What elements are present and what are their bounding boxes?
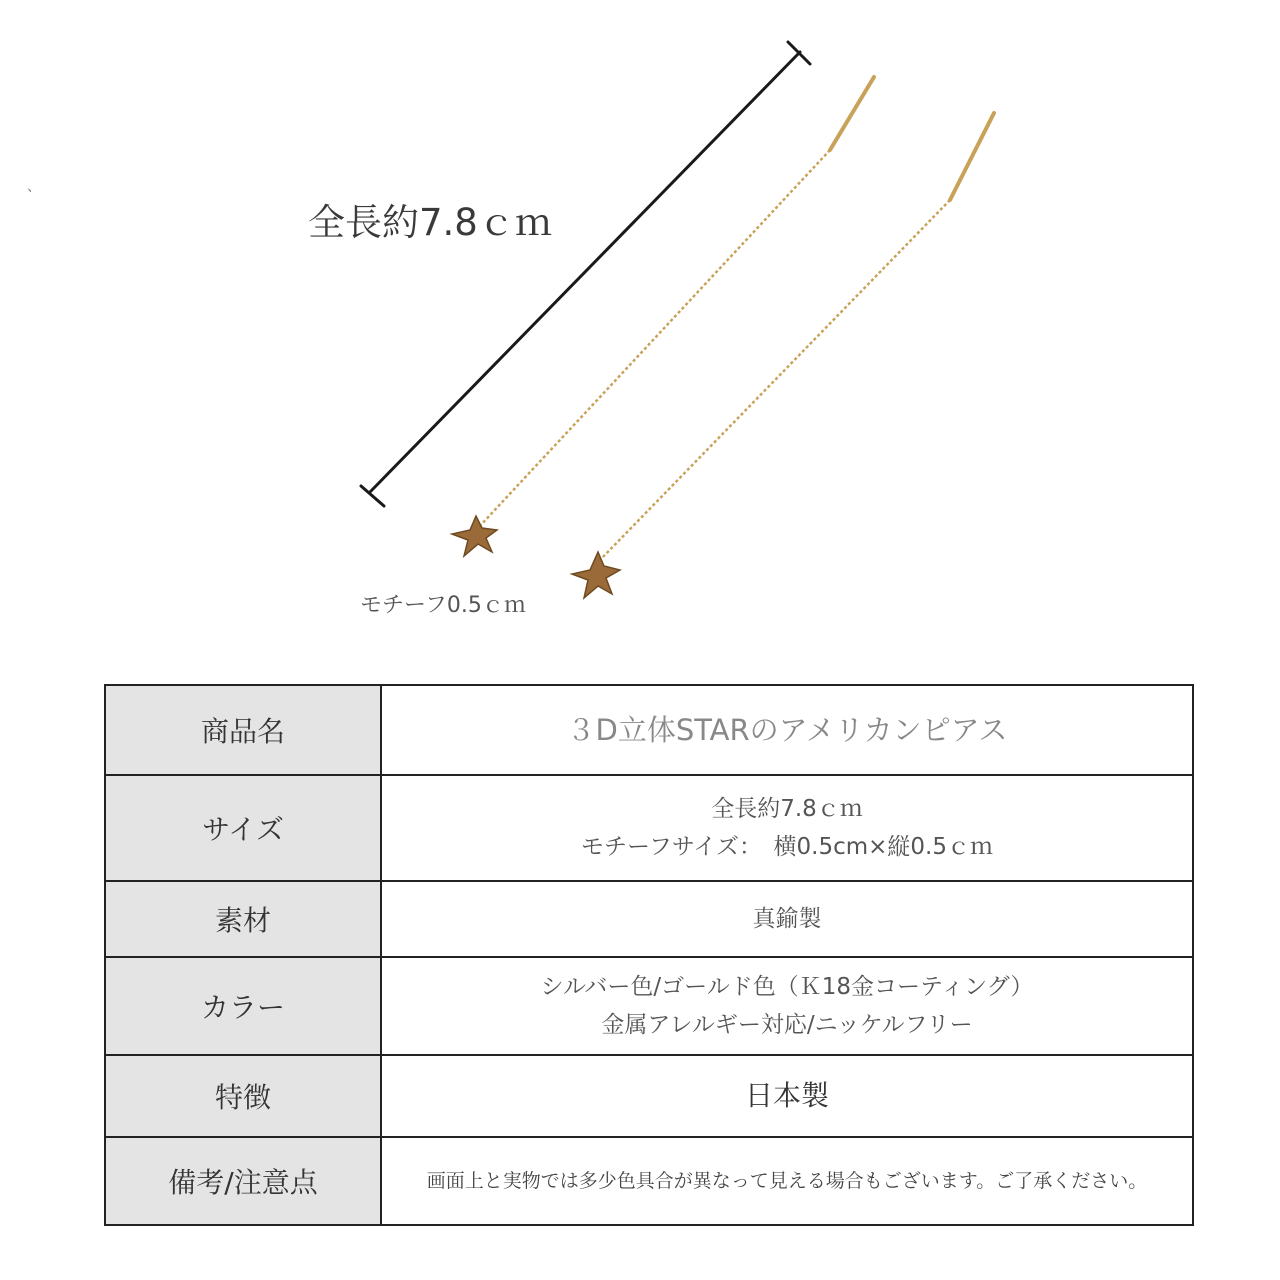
value-line: 全長約7.8ｃｍ	[711, 796, 863, 822]
table-row-color	[105, 957, 1193, 1055]
row-label: 特徴	[105, 1055, 381, 1137]
length-ruler	[361, 42, 810, 506]
row-value	[381, 775, 1193, 881]
row-label: サイズ	[105, 775, 381, 881]
earring-left	[452, 77, 874, 556]
table-row-size	[105, 775, 1193, 881]
stray-mark: 、	[27, 179, 41, 195]
value-line: ３D立体STARのアメリカンピアス	[566, 713, 1008, 747]
threader-bar-right	[950, 113, 994, 200]
value-line: 日本製	[744, 1079, 829, 1112]
chain-right	[600, 200, 950, 560]
threader-bar-left	[830, 77, 874, 150]
motif-size-label: モチーフ0.5ｃｍ	[360, 593, 526, 618]
row-label: 素材	[105, 881, 381, 957]
row-value	[381, 1055, 1193, 1137]
row-label: 備考/注意点	[105, 1137, 381, 1225]
earring-right	[572, 113, 994, 598]
value-line: モチーフサイズ： 横0.5cm×縦0.5ｃｍ	[581, 834, 993, 860]
table-row-material	[105, 881, 1193, 957]
value-line: 真鍮製	[752, 906, 822, 932]
table-row-notes	[105, 1137, 1193, 1225]
table-row-product-name	[105, 685, 1193, 775]
spec-table	[104, 684, 1194, 1226]
value-line: 画面上と実物では多少色具合が異なって見える場合もございます。ご了承ください。	[426, 1170, 1148, 1192]
row-label: 商品名	[105, 685, 381, 775]
value-line: シルバー色/ゴールド色（Ｋ18金コーティング）	[540, 974, 1034, 1000]
total-length-label: 全長約7.8ｃｍ	[308, 201, 552, 244]
row-label: カラー	[105, 957, 381, 1055]
star-charm-right	[572, 552, 620, 598]
table-row-feature	[105, 1055, 1193, 1137]
row-value	[381, 685, 1193, 775]
row-value	[381, 957, 1193, 1055]
star-charm-left	[452, 516, 497, 556]
row-value	[381, 1137, 1193, 1225]
row-value	[381, 881, 1193, 957]
value-line: 金属アレルギー対応/ニッケルフリー	[601, 1012, 973, 1038]
